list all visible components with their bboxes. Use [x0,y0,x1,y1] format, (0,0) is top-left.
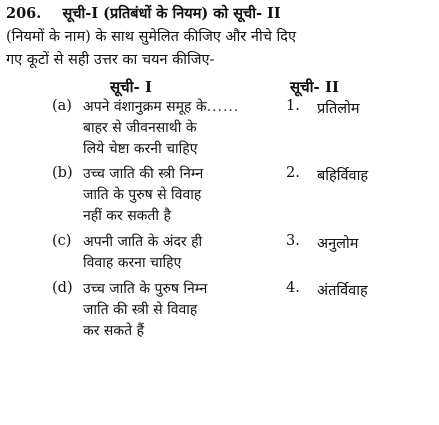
question-line-1 [6,4,436,24]
item-d-line-1: उच्च जाति के पुरुष निम्न [83,281,208,297]
match-4-number: 4. [286,280,300,296]
item-b-line-1: उच्च जाति की स्त्री निम्न [83,166,204,182]
item-d-line-3: कर सकते हैं [83,323,145,339]
item-c-label: (c) [52,233,72,249]
leader-dots: ...... [206,99,240,115]
list-2-heading: सूची- II [290,78,340,96]
match-3-text: अनुलोम [317,236,359,252]
item-a-label: (a) [52,98,72,114]
item-b-text [83,164,273,227]
item-b-line-2: जाति के पुरुष से विवाह [83,187,202,203]
match-4-text: अंतर्विवाह [317,283,368,299]
match-2-text: बहिर्विवाह [317,168,369,184]
match-3-number: 3. [286,233,300,249]
item-a-line-2: बाहर से जीवनसाथी के [83,120,197,136]
match-1-number: 1. [286,98,300,114]
question-number: 206. [6,5,42,22]
match-1-text: प्रतिलोम [317,101,360,117]
item-c-text [83,232,273,274]
item-b-label: (b) [52,165,73,181]
question-text-line-1: सूची-I (प्रतिबंधों के नियम) को सूची- II [62,5,281,22]
item-a-line-1: अपने वंशानुक्रम समूह के [83,99,207,115]
item-b-line-3: नहीं कर सकती है [83,208,171,224]
item-a-line-3: लिये चेष्टा करनी चाहिए [83,141,198,157]
question-line-2 [6,27,436,47]
question-text-line-3: गए कूटों से सही उत्तर का चयन कीजिए- [6,52,215,68]
item-c-line-2: विवाह करना चाहिए [83,255,182,271]
item-c-line-1: अपनी जाति के अंदर ही [83,234,203,250]
question-line-3 [6,50,436,70]
item-d-text [83,279,273,342]
match-2-number: 2. [286,165,300,181]
item-d-label: (d) [52,280,73,296]
question-text-line-2: (नियमों के नाम) के साथ सुमेलित कीजिए और नीचे दिए [6,29,297,45]
item-d-line-2: जाति की स्त्री से विवाह [83,302,198,318]
item-a-text [83,97,273,160]
list-1-heading: सूची- I [110,78,153,96]
